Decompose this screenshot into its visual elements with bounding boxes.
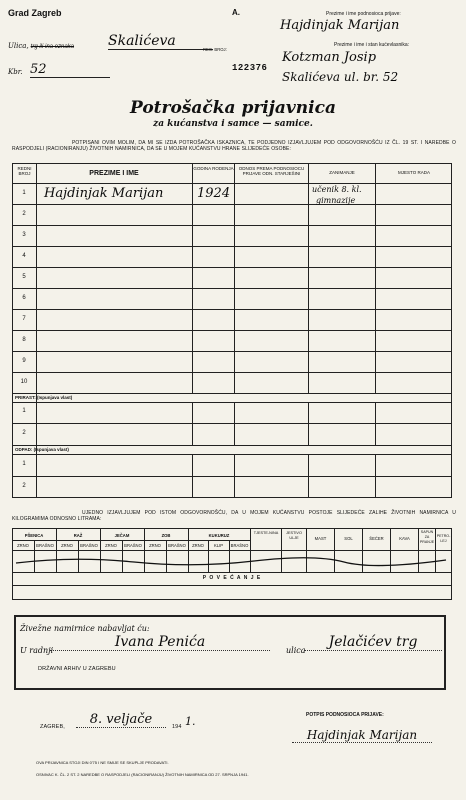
- supply-group-oats: ZOB: [161, 533, 171, 538]
- row-number: 3: [22, 232, 26, 238]
- supply-group-wheat: PŠENICA: [24, 533, 44, 538]
- header-name: PREZIME I IME: [89, 170, 139, 177]
- supply-sub-label: ZRNO: [105, 543, 117, 548]
- supply-pasta: TJESTE-NINA: [253, 531, 279, 535]
- supply-lard: MAST: [314, 536, 327, 541]
- supplies-increase-row: [12, 586, 452, 600]
- form-letter: A.: [232, 8, 240, 17]
- applicant-signature[interactable]: Hajdinjak Marijan: [292, 728, 432, 743]
- row-number: 6: [22, 295, 26, 301]
- street-value[interactable]: Skalićeva: [108, 33, 213, 50]
- supply-sub-label: ZRNO: [17, 543, 29, 548]
- street-struck-text: trg ili ina oznaka: [30, 44, 75, 50]
- row-number: 8: [22, 337, 26, 343]
- supply-sub-label: ZRNO: [192, 543, 204, 548]
- row-number: 9: [22, 358, 26, 364]
- legal-note: OSNIVAC K. ČL. 2 ST. 2 NAREDBE O RASPODJELI (RACIONIRANJU) ŽIVOTNIH NAMIRNICA OD 27. SRPNJA 1941.: [36, 772, 249, 777]
- header-relation: ODNOS PREMA PODNOSIOCU PRIJAVE ODN. STARJEŠINI: [238, 166, 305, 176]
- row-number: 10: [20, 379, 28, 385]
- row1-occupation-line2[interactable]: gimnazije: [316, 196, 356, 205]
- supply-sugar: ŠEĆER: [369, 536, 384, 541]
- decrease-label: ODPAD: (Ispunjava vlast): [15, 447, 69, 452]
- landlord-label: Prezime i ime i stan kućevlasnika:: [334, 42, 410, 48]
- declaration-text: UJEDNO IZJAVLJUJEM POD ISTOM ODGOVORNOŠĆU, DA U MOJEM KUĆANSTVU POSTOJE SLIJEDEĆE ZALIHE ŽIVOTNIH NAMIRNICA U KILOGRAMIMA ODNOSNO LITRAMA:: [12, 510, 456, 522]
- purchase-street-label: ulica: [286, 646, 306, 655]
- row1-birth-year[interactable]: 1924: [197, 186, 231, 201]
- landlord-value[interactable]: Kotzman Josip: [282, 50, 377, 65]
- supply-petroleum: PETRO-LEJ: [436, 534, 451, 543]
- purchase-label: Živežne namirnice nabavljat ću:: [20, 624, 150, 633]
- supply-sub-label: ZRNO: [61, 543, 73, 548]
- row1-occupation-line1[interactable]: učenik 8. kl.: [312, 185, 362, 194]
- intro-text: POTPISANI OVIM MOLIM, DA MI SE IZDA POTROŠAČKA ISKAZNICA, TE PODJEDNO IZJAVLJUJEM POD ODGOVORNOŠĆU IZ ČL. 19 ST. I NAREDBE O RASPODJELI (RACIONIRANJU) ŽIVOTNIH NAMIRNICA, DA SE U MOJEM KUĆANSTVU HRANE SLIJEDEĆE OSOBE:: [12, 140, 456, 152]
- supply-group-rye: RAŽ: [73, 533, 83, 538]
- supply-oil: JESTIVO ULJE: [286, 531, 302, 540]
- row1-name[interactable]: Hajdinjak Marijan: [44, 186, 164, 201]
- header-birth-year: GODINA RODENJA: [193, 166, 234, 171]
- street-row: Ulica, trg ili ina oznaka: [8, 42, 75, 50]
- supply-sub-label: BRAŠNO: [230, 543, 249, 548]
- increase-label: PRIRAST: (Ispunjava vlast): [15, 395, 73, 400]
- price-note: OVA PRIJAVNICA STOJI DIN 0'75 I NE SMIJE SE SKUPLJE PRODAVATI.: [36, 760, 169, 765]
- signature-label: POTPIS PODNOSIOCA PRIJAVE:: [306, 712, 384, 718]
- increase-row-number: 1: [22, 408, 26, 414]
- supply-sub-label: BRAŠNO: [168, 543, 186, 548]
- supply-group-barley: JEČAM: [114, 533, 130, 538]
- applicant-label: Prezime i ime podnosioca prijave:: [326, 11, 401, 17]
- year-suffix[interactable]: 1.: [185, 715, 196, 728]
- kbr-label: Kbr.: [8, 68, 23, 76]
- header-row-number: REDNI BROJ: [17, 166, 32, 176]
- applicant-value[interactable]: Hajdinjak Marijan: [280, 18, 400, 33]
- supply-sub-label: BRAŠNO: [80, 543, 98, 548]
- header-workplace: MJESTO RADA: [398, 170, 430, 175]
- decrease-row-number: 2: [22, 483, 26, 489]
- increase-row-number: 2: [22, 430, 26, 436]
- supply-sub-label: BRAŠNO: [36, 543, 54, 548]
- supply-sub-label: ZRNO: [149, 543, 161, 548]
- supplies-increase-label: P O V E Ć A N J E: [202, 575, 262, 581]
- place-label: ZAGREB,: [40, 724, 65, 730]
- kbr-value[interactable]: 52: [30, 62, 110, 78]
- shop-label: U radnji: [20, 646, 54, 655]
- row-number: 1: [22, 190, 26, 196]
- header-occupation: ZANIMANJE: [329, 170, 355, 175]
- date-value[interactable]: 8. veljače: [76, 712, 166, 728]
- purchase-street-value[interactable]: Jelačićev trg: [304, 634, 442, 651]
- city-label: Grad Zagreb: [8, 8, 62, 18]
- supply-soap: SAPUN ZA PRANJE: [419, 530, 435, 544]
- supply-salt: SOL: [344, 536, 353, 541]
- row-number: 5: [22, 274, 26, 280]
- reg-number: 122376: [232, 63, 268, 73]
- landlord-address[interactable]: Skalićeva ul. br. 52: [282, 70, 399, 84]
- form-title: Potrošačka prijavnica: [130, 98, 336, 118]
- supply-coffee: KAVA: [399, 536, 410, 541]
- supply-sub-label: BRAŠNO: [124, 543, 142, 548]
- supply-sub-label: KLIP: [213, 543, 224, 548]
- decrease-row-number: 1: [22, 461, 26, 467]
- year-prefix: 194: [172, 724, 182, 730]
- supplies-strike-lines: [14, 554, 450, 570]
- row-number: 7: [22, 316, 26, 322]
- form-subtitle: za kućanstva i samce — samice.: [153, 119, 313, 129]
- shop-value[interactable]: Ivana Penića: [50, 634, 270, 651]
- reg-label: REG. BROJ:: [203, 47, 227, 52]
- archive-stamp: DRŽAVNI ARHIV U ZAGREBU: [38, 666, 116, 672]
- row-number: 2: [22, 211, 26, 217]
- supply-group-corn: KUKURUZ: [208, 533, 230, 538]
- row-number: 4: [22, 253, 26, 259]
